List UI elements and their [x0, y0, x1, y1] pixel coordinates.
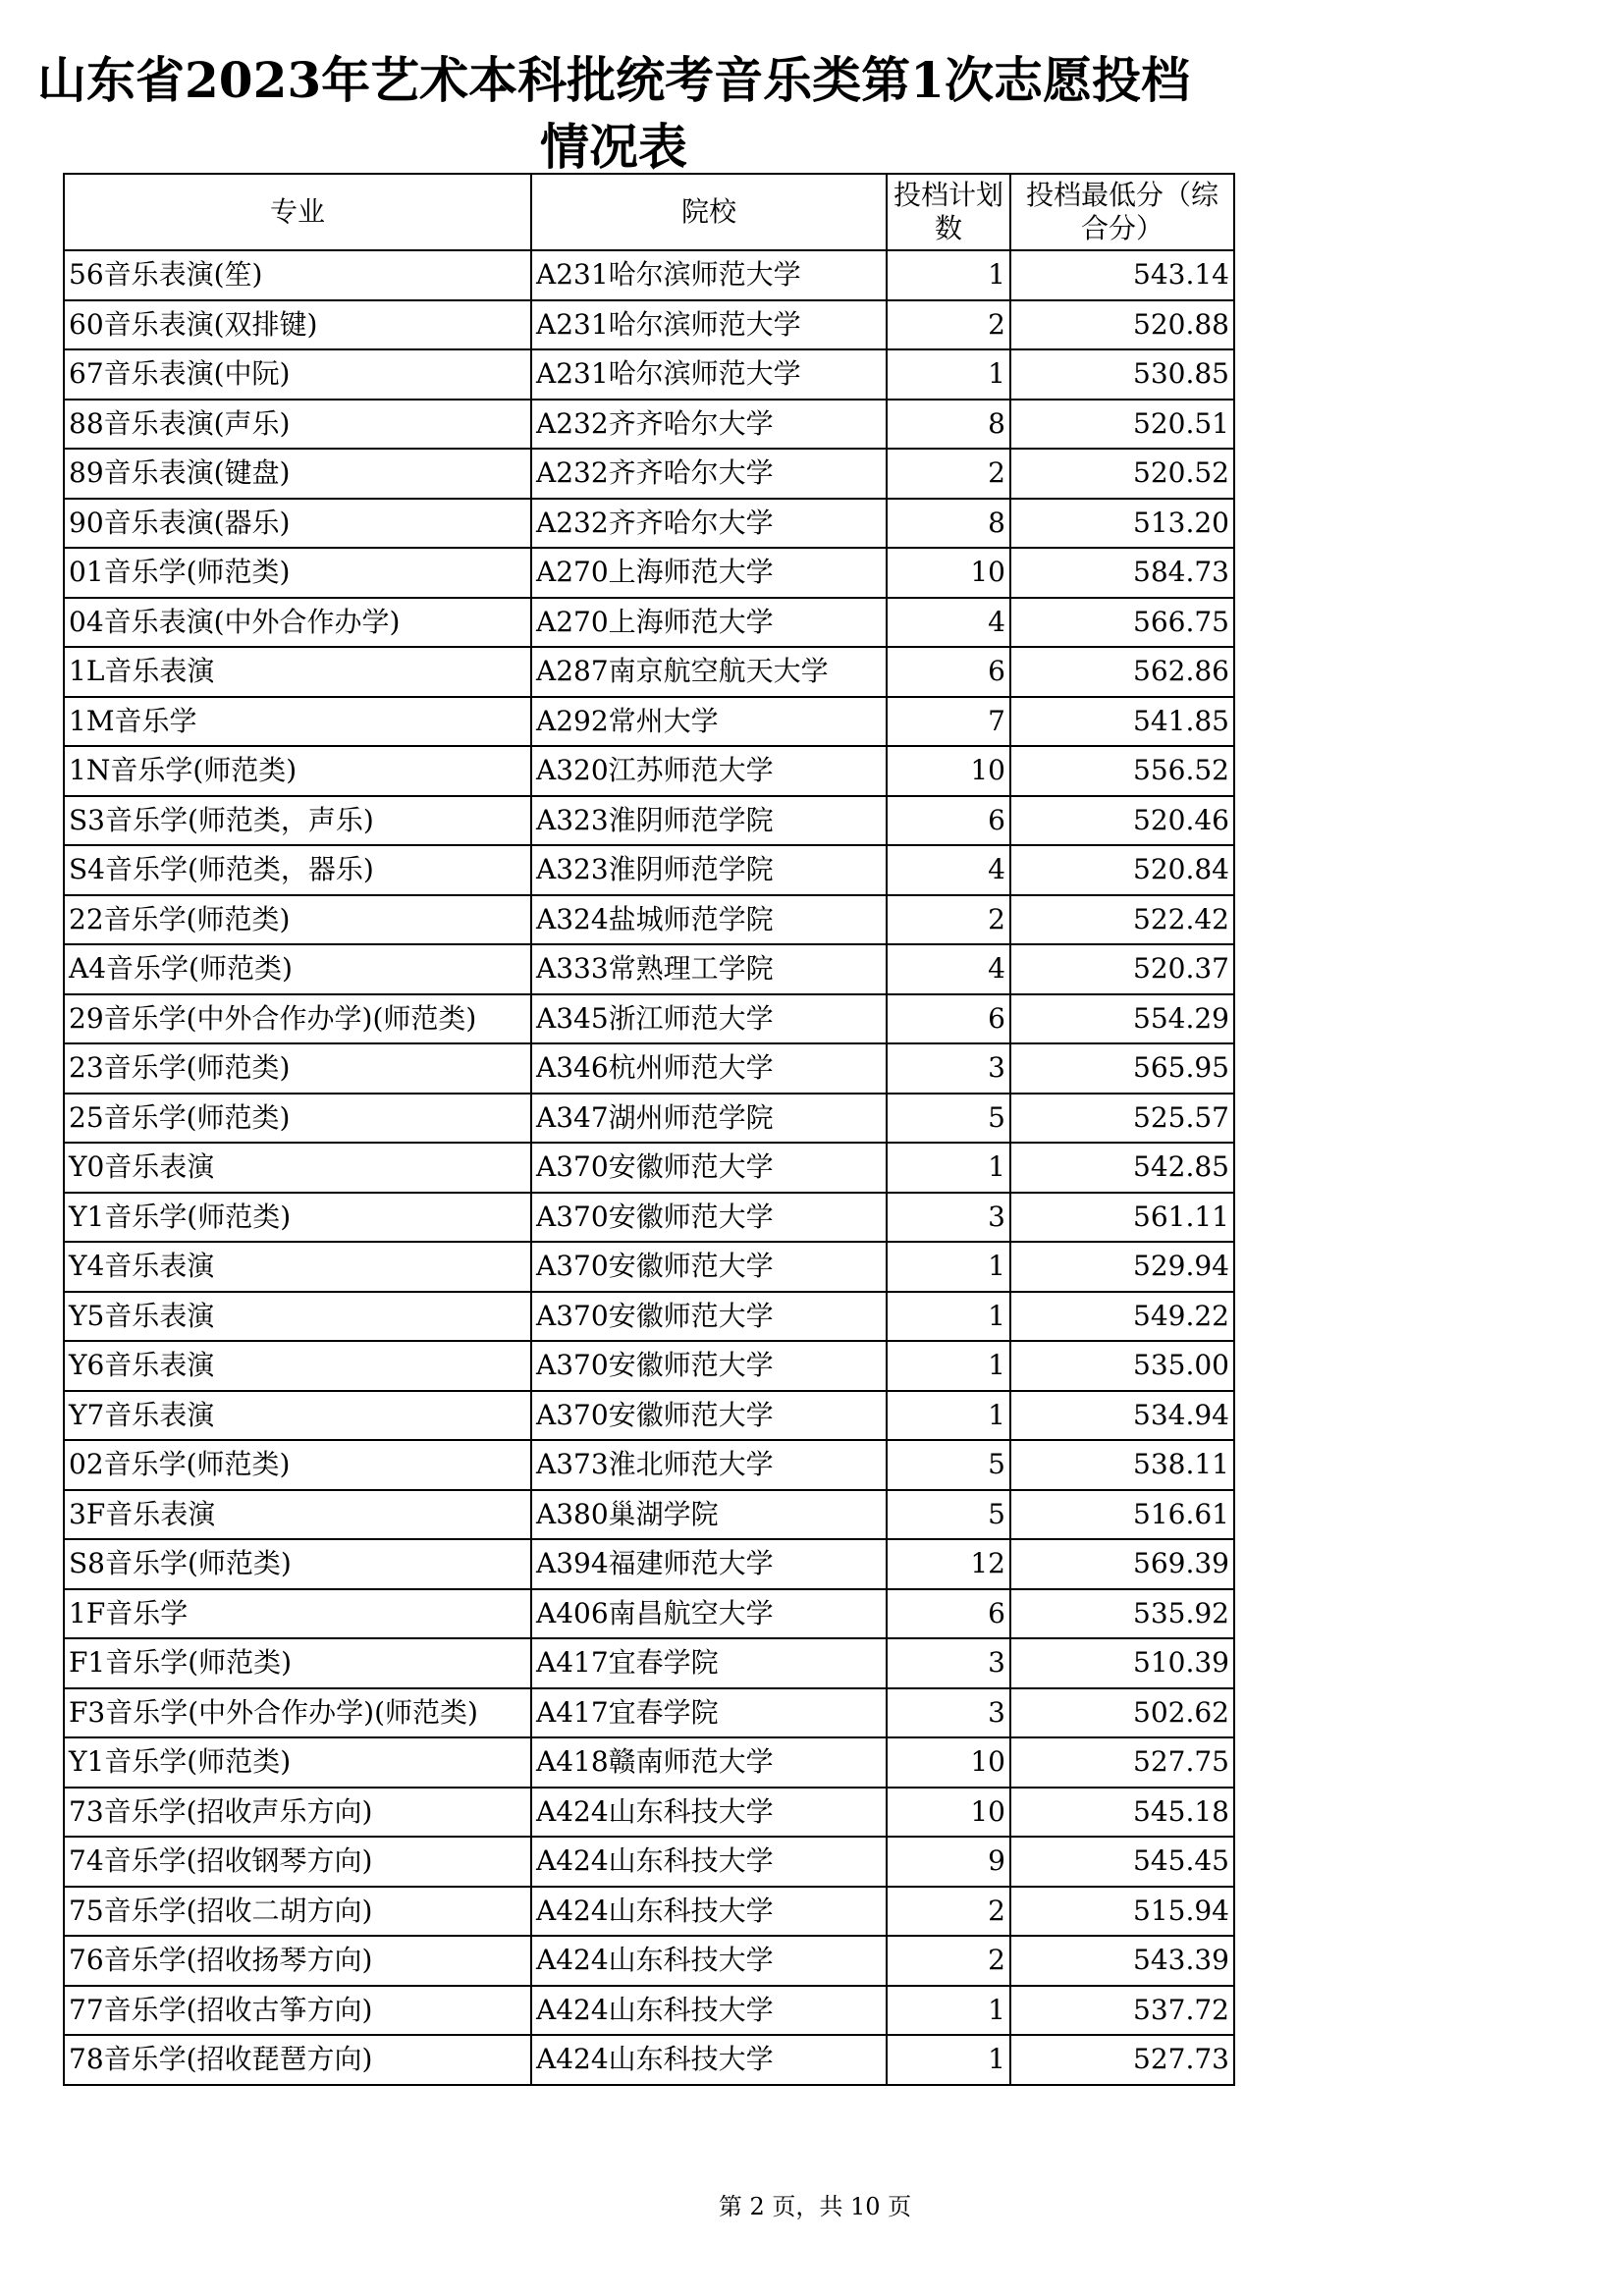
cell-plan-count: 6: [887, 1589, 1010, 1639]
cell-major: 76音乐学(招收扬琴方向): [64, 1936, 531, 1986]
cell-min-score: 520.88: [1010, 300, 1234, 350]
table-row: [64, 1391, 1234, 1441]
cell-min-score: 569.39: [1010, 1539, 1234, 1589]
cell-major: 88音乐表演(声乐): [64, 400, 531, 450]
table-row: [64, 1638, 1234, 1688]
cell-school: A232齐齐哈尔大学: [531, 449, 887, 499]
admission-score-table: [63, 173, 1235, 2086]
cell-major: 23音乐学(师范类): [64, 1043, 531, 1094]
cell-major: 04音乐表演(中外合作办学): [64, 598, 531, 648]
cell-plan-count: 2: [887, 895, 1010, 945]
cell-plan-count: 8: [887, 400, 1010, 450]
cell-major: Y7音乐表演: [64, 1391, 531, 1441]
page-title: [0, 47, 1227, 181]
cell-major: Y1音乐学(师范类): [64, 1737, 531, 1788]
cell-plan-count: 1: [887, 1986, 1010, 2036]
table-row: [64, 1737, 1234, 1788]
cell-min-score: 513.20: [1010, 499, 1234, 549]
table-row: [64, 944, 1234, 994]
cell-plan-count: 6: [887, 647, 1010, 697]
cell-plan-count: 1: [887, 2035, 1010, 2085]
cell-plan-count: 1: [887, 1242, 1010, 1292]
cell-min-score: 520.51: [1010, 400, 1234, 450]
cell-major: S4音乐学(师范类，器乐): [64, 845, 531, 895]
table-header: [64, 174, 1234, 250]
cell-plan-count: 5: [887, 1440, 1010, 1490]
cell-min-score: 554.29: [1010, 994, 1234, 1044]
table-row: [64, 300, 1234, 350]
cell-min-score: 543.14: [1010, 250, 1234, 300]
cell-plan-count: 1: [887, 250, 1010, 300]
cell-major: 77音乐学(招收古筝方向): [64, 1986, 531, 2036]
table-row: [64, 598, 1234, 648]
cell-school: A333常熟理工学院: [531, 944, 887, 994]
cell-major: 02音乐学(师范类): [64, 1440, 531, 1490]
table-row: [64, 1589, 1234, 1639]
cell-plan-count: 3: [887, 1193, 1010, 1243]
table-row: [64, 994, 1234, 1044]
cell-plan-count: 12: [887, 1539, 1010, 1589]
column-header-school: 院校: [531, 174, 887, 250]
cell-major: 74音乐学(招收钢琴方向): [64, 1837, 531, 1887]
cell-plan-count: 1: [887, 1341, 1010, 1391]
cell-plan-count: 3: [887, 1638, 1010, 1688]
cell-plan-count: 3: [887, 1688, 1010, 1738]
cell-school: A370安徽师范大学: [531, 1391, 887, 1441]
table-row: [64, 1292, 1234, 1342]
cell-plan-count: 10: [887, 1737, 1010, 1788]
cell-min-score: 565.95: [1010, 1043, 1234, 1094]
cell-major: 56音乐表演(笙): [64, 250, 531, 300]
table-row: [64, 349, 1234, 400]
cell-min-score: 542.85: [1010, 1143, 1234, 1193]
cell-major: 22音乐学(师范类): [64, 895, 531, 945]
table-row: [64, 1043, 1234, 1094]
table-row: [64, 697, 1234, 747]
table-row: [64, 796, 1234, 846]
column-header-plan: 投档计划数: [887, 174, 1010, 250]
cell-min-score: 522.42: [1010, 895, 1234, 945]
cell-school: A232齐齐哈尔大学: [531, 400, 887, 450]
table-row: [64, 548, 1234, 598]
cell-plan-count: 4: [887, 598, 1010, 648]
cell-major: Y0音乐表演: [64, 1143, 531, 1193]
column-header-score: 投档最低分（综合分）: [1010, 174, 1234, 250]
cell-min-score: 543.39: [1010, 1936, 1234, 1986]
table-row: [64, 1688, 1234, 1738]
cell-major: Y6音乐表演: [64, 1341, 531, 1391]
cell-school: A370安徽师范大学: [531, 1292, 887, 1342]
cell-school: A347湖州师范学院: [531, 1094, 887, 1144]
cell-min-score: 566.75: [1010, 598, 1234, 648]
cell-min-score: 562.86: [1010, 647, 1234, 697]
cell-min-score: 520.84: [1010, 845, 1234, 895]
table-row: [64, 1440, 1234, 1490]
cell-school: A394福建师范大学: [531, 1539, 887, 1589]
cell-plan-count: 10: [887, 1788, 1010, 1838]
cell-school: A231哈尔滨师范大学: [531, 300, 887, 350]
cell-school: A270上海师范大学: [531, 598, 887, 648]
table-row: [64, 499, 1234, 549]
table-row: [64, 845, 1234, 895]
cell-school: A424山东科技大学: [531, 1837, 887, 1887]
cell-school: A270上海师范大学: [531, 548, 887, 598]
cell-major: 01音乐学(师范类): [64, 548, 531, 598]
cell-school: A323淮阴师范学院: [531, 796, 887, 846]
cell-school: A406南昌航空大学: [531, 1589, 887, 1639]
cell-min-score: 537.72: [1010, 1986, 1234, 2036]
cell-major: S8音乐学(师范类): [64, 1539, 531, 1589]
table-row: [64, 1193, 1234, 1243]
table-row: [64, 1143, 1234, 1193]
cell-major: 89音乐表演(键盘): [64, 449, 531, 499]
page-title-line-1: 山东省2023年艺术本科批统考音乐类第1次志愿投档: [37, 51, 1190, 109]
cell-school: A418赣南师范大学: [531, 1737, 887, 1788]
cell-plan-count: 8: [887, 499, 1010, 549]
cell-min-score: 520.46: [1010, 796, 1234, 846]
cell-school: A231哈尔滨师范大学: [531, 250, 887, 300]
cell-major: 1M音乐学: [64, 697, 531, 747]
cell-school: A232齐齐哈尔大学: [531, 499, 887, 549]
cell-school: A424山东科技大学: [531, 1788, 887, 1838]
cell-major: Y4音乐表演: [64, 1242, 531, 1292]
cell-major: F1音乐学(师范类): [64, 1638, 531, 1688]
cell-school: A417宜春学院: [531, 1688, 887, 1738]
table-row: [64, 895, 1234, 945]
cell-school: A370安徽师范大学: [531, 1242, 887, 1292]
cell-school: A417宜春学院: [531, 1638, 887, 1688]
cell-major: 67音乐表演(中阮): [64, 349, 531, 400]
table-row: [64, 1837, 1234, 1887]
cell-school: A346杭州师范大学: [531, 1043, 887, 1094]
table-row: [64, 746, 1234, 796]
cell-major: 90音乐表演(器乐): [64, 499, 531, 549]
cell-min-score: 520.52: [1010, 449, 1234, 499]
cell-plan-count: 2: [887, 300, 1010, 350]
cell-plan-count: 1: [887, 1391, 1010, 1441]
table-row: [64, 1788, 1234, 1838]
cell-school: A287南京航空航天大学: [531, 647, 887, 697]
table-row: [64, 400, 1234, 450]
cell-min-score: 516.61: [1010, 1490, 1234, 1540]
cell-plan-count: 2: [887, 1887, 1010, 1937]
cell-plan-count: 6: [887, 796, 1010, 846]
cell-major: Y5音乐表演: [64, 1292, 531, 1342]
table-row: [64, 1242, 1234, 1292]
cell-plan-count: 1: [887, 349, 1010, 400]
cell-school: A323淮阴师范学院: [531, 845, 887, 895]
cell-min-score: 534.94: [1010, 1391, 1234, 1441]
cell-min-score: 541.85: [1010, 697, 1234, 747]
cell-min-score: 529.94: [1010, 1242, 1234, 1292]
cell-plan-count: 10: [887, 746, 1010, 796]
cell-school: A380巢湖学院: [531, 1490, 887, 1540]
cell-min-score: 545.45: [1010, 1837, 1234, 1887]
table-row: [64, 1986, 1234, 2036]
cell-min-score: 515.94: [1010, 1887, 1234, 1937]
cell-school: A373淮北师范大学: [531, 1440, 887, 1490]
cell-plan-count: 9: [887, 1837, 1010, 1887]
table-row: [64, 647, 1234, 697]
cell-plan-count: 5: [887, 1094, 1010, 1144]
cell-school: A324盐城师范学院: [531, 895, 887, 945]
cell-school: A231哈尔滨师范大学: [531, 349, 887, 400]
cell-plan-count: 4: [887, 944, 1010, 994]
cell-min-score: 510.39: [1010, 1638, 1234, 1688]
cell-min-score: 584.73: [1010, 548, 1234, 598]
cell-major: 29音乐学(中外合作办学)(师范类): [64, 994, 531, 1044]
cell-school: A370安徽师范大学: [531, 1341, 887, 1391]
cell-major: F3音乐学(中外合作办学)(师范类): [64, 1688, 531, 1738]
cell-major: 1N音乐学(师范类): [64, 746, 531, 796]
cell-min-score: 545.18: [1010, 1788, 1234, 1838]
cell-school: A424山东科技大学: [531, 1986, 887, 2036]
cell-min-score: 527.73: [1010, 2035, 1234, 2085]
cell-min-score: 502.62: [1010, 1688, 1234, 1738]
cell-min-score: 520.37: [1010, 944, 1234, 994]
cell-min-score: 530.85: [1010, 349, 1234, 400]
cell-major: 1F音乐学: [64, 1589, 531, 1639]
table-row: [64, 1341, 1234, 1391]
cell-plan-count: 1: [887, 1143, 1010, 1193]
table-row: [64, 1539, 1234, 1589]
table-row: [64, 250, 1234, 300]
cell-min-score: 527.75: [1010, 1737, 1234, 1788]
cell-school: A320江苏师范大学: [531, 746, 887, 796]
cell-major: 78音乐学(招收琵琶方向): [64, 2035, 531, 2085]
cell-major: 25音乐学(师范类): [64, 1094, 531, 1144]
cell-school: A292常州大学: [531, 697, 887, 747]
cell-min-score: 525.57: [1010, 1094, 1234, 1144]
cell-school: A370安徽师范大学: [531, 1143, 887, 1193]
cell-plan-count: 3: [887, 1043, 1010, 1094]
cell-major: A4音乐学(师范类): [64, 944, 531, 994]
cell-plan-count: 5: [887, 1490, 1010, 1540]
table-row: [64, 2035, 1234, 2085]
table-body: [64, 250, 1234, 2085]
cell-plan-count: 6: [887, 994, 1010, 1044]
page-title-line-2: 情况表: [540, 118, 687, 176]
cell-min-score: 561.11: [1010, 1193, 1234, 1243]
cell-plan-count: 10: [887, 548, 1010, 598]
cell-major: Y1音乐学(师范类): [64, 1193, 531, 1243]
table-header-row: [64, 174, 1234, 250]
cell-min-score: 556.52: [1010, 746, 1234, 796]
table-row: [64, 1490, 1234, 1540]
table-row: [64, 1887, 1234, 1937]
cell-major: 3F音乐表演: [64, 1490, 531, 1540]
cell-school: A424山东科技大学: [531, 1936, 887, 1986]
cell-plan-count: 1: [887, 1292, 1010, 1342]
cell-plan-count: 7: [887, 697, 1010, 747]
table-row: [64, 449, 1234, 499]
cell-min-score: 535.92: [1010, 1589, 1234, 1639]
cell-major: 60音乐表演(双排键): [64, 300, 531, 350]
cell-plan-count: 2: [887, 1936, 1010, 1986]
cell-major: 1L音乐表演: [64, 647, 531, 697]
cell-min-score: 549.22: [1010, 1292, 1234, 1342]
page-number: 第 2 页，共 10 页: [718, 2193, 912, 2220]
cell-school: A345浙江师范大学: [531, 994, 887, 1044]
cell-school: A424山东科技大学: [531, 2035, 887, 2085]
cell-plan-count: 4: [887, 845, 1010, 895]
cell-major: S3音乐学(师范类，声乐): [64, 796, 531, 846]
cell-min-score: 538.11: [1010, 1440, 1234, 1490]
cell-school: A370安徽师范大学: [531, 1193, 887, 1243]
cell-plan-count: 2: [887, 449, 1010, 499]
cell-major: 73音乐学(招收声乐方向): [64, 1788, 531, 1838]
cell-major: 75音乐学(招收二胡方向): [64, 1887, 531, 1937]
table-row: [64, 1094, 1234, 1144]
cell-min-score: 535.00: [1010, 1341, 1234, 1391]
table-row: [64, 1936, 1234, 1986]
column-header-major: 专业: [64, 174, 531, 250]
cell-school: A424山东科技大学: [531, 1887, 887, 1937]
